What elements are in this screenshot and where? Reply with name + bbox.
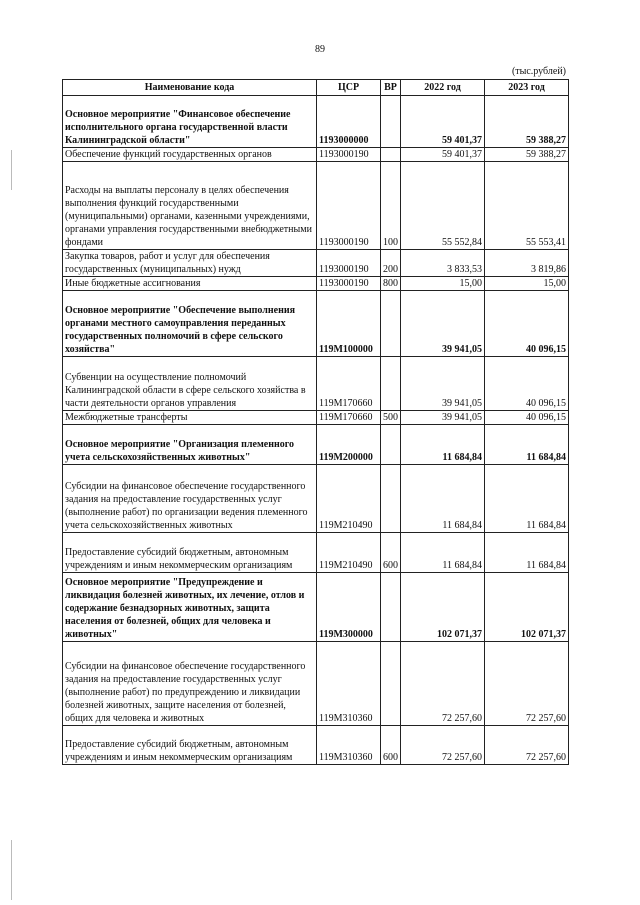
cell-name: Межбюджетные трансферты <box>63 411 317 425</box>
cell-csr: 119М170660 <box>317 411 381 425</box>
table-row <box>63 96 569 148</box>
cell-2022: 3 833,53 <box>401 250 485 277</box>
cell-2022: 59 401,37 <box>401 148 485 162</box>
cell-2022: 39 941,05 <box>401 357 485 411</box>
cell-vr <box>381 357 401 411</box>
table-body <box>63 96 569 765</box>
cell-csr: 119М170660 <box>317 357 381 411</box>
cell-name: Основное мероприятие "Финансовое обеспечение исполнительного органа государственной власти Калининградской области" <box>63 96 317 148</box>
table-row <box>63 533 569 573</box>
cell-2022: 11 684,84 <box>401 465 485 533</box>
cell-vr: 500 <box>381 411 401 425</box>
cell-2023: 55 553,41 <box>485 162 569 250</box>
cell-name: Предоставление субсидий бюджетным, автономным учреждениям и иным некоммерческим организациям <box>63 533 317 573</box>
cell-2023: 3 819,86 <box>485 250 569 277</box>
cell-name: Субсидии на финансовое обеспечение государственного задания на предоставление государственных услуг (выполнение работ) по предупреждению и ликвидации болезней животных, защите населения от болезней, общих для человека и животных <box>63 642 317 726</box>
table-header-row <box>63 80 569 96</box>
cell-2022: 39 941,05 <box>401 291 485 357</box>
cell-name: Основное мероприятие "Организация племенного учета сельскохозяйственных животных" <box>63 425 317 465</box>
cell-2023: 59 388,27 <box>485 96 569 148</box>
table-row <box>63 642 569 726</box>
cell-2022: 15,00 <box>401 277 485 291</box>
cell-2023: 72 257,60 <box>485 726 569 765</box>
cell-2023: 59 388,27 <box>485 148 569 162</box>
cell-vr <box>381 96 401 148</box>
table-row <box>63 250 569 277</box>
cell-vr: 800 <box>381 277 401 291</box>
table-row <box>63 465 569 533</box>
table-row <box>63 277 569 291</box>
cell-csr: 119М210490 <box>317 533 381 573</box>
cell-csr: 1193000190 <box>317 148 381 162</box>
cell-2022: 72 257,60 <box>401 642 485 726</box>
cell-vr <box>381 465 401 533</box>
table-row <box>63 726 569 765</box>
cell-2023: 11 684,84 <box>485 425 569 465</box>
cell-name: Основное мероприятие "Предупреждение и ликвидация болезней животных, их лечение, отлов и содержание безнадзорных животных, защита населения от болезней, общих для человека и животных" <box>63 573 317 642</box>
header-2022: 2022 год <box>401 80 485 96</box>
cell-csr: 1193000190 <box>317 162 381 250</box>
cell-2022: 11 684,84 <box>401 533 485 573</box>
cell-name: Иные бюджетные ассигнования <box>63 277 317 291</box>
cell-2023: 72 257,60 <box>485 642 569 726</box>
cell-csr: 119М300000 <box>317 573 381 642</box>
cell-2023: 15,00 <box>485 277 569 291</box>
table-row <box>63 291 569 357</box>
table-row <box>63 573 569 642</box>
cell-name: Расходы на выплаты персоналу в целях обеспечения выполнения функций государственными (муниципальными) органами, казенными учреждениями, органами управления государственными внебюджетными фондами <box>63 162 317 250</box>
budget-table <box>62 79 569 765</box>
cell-vr: 600 <box>381 533 401 573</box>
cell-2023: 40 096,15 <box>485 291 569 357</box>
cell-vr <box>381 573 401 642</box>
budget-table-container <box>62 79 568 765</box>
scan-margin-mark <box>11 150 12 190</box>
cell-csr: 119М210490 <box>317 465 381 533</box>
units-label: (тыс.рублей) <box>511 66 566 77</box>
header-csr: ЦСР <box>317 80 381 96</box>
table-row <box>63 357 569 411</box>
header-2023: 2023 год <box>485 80 569 96</box>
cell-name: Основное мероприятие "Обеспечение выполнения органами местного самоуправления переданных государственных полномочий в сфере сельского хозяйства" <box>63 291 317 357</box>
cell-2023: 11 684,84 <box>485 533 569 573</box>
cell-csr: 1193000190 <box>317 277 381 291</box>
table-row <box>63 162 569 250</box>
cell-2022: 11 684,84 <box>401 425 485 465</box>
cell-vr: 100 <box>381 162 401 250</box>
cell-vr <box>381 642 401 726</box>
cell-csr: 1193000190 <box>317 250 381 277</box>
cell-2022: 55 552,84 <box>401 162 485 250</box>
cell-2022: 39 941,05 <box>401 411 485 425</box>
cell-2023: 11 684,84 <box>485 465 569 533</box>
cell-csr: 119М310360 <box>317 726 381 765</box>
table-row <box>63 148 569 162</box>
cell-csr: 119М310360 <box>317 642 381 726</box>
cell-vr: 600 <box>381 726 401 765</box>
cell-vr: 200 <box>381 250 401 277</box>
cell-name: Предоставление субсидий бюджетным, автономным учреждениям и иным некоммерческим организациям <box>63 726 317 765</box>
cell-2023: 40 096,15 <box>485 411 569 425</box>
cell-vr <box>381 148 401 162</box>
header-vr: ВР <box>381 80 401 96</box>
scan-margin-mark <box>11 840 12 900</box>
cell-csr: 119М200000 <box>317 425 381 465</box>
cell-name: Субвенции на осуществление полномочий Калининградской области в сфере сельского хозяйства в части деятельности органов управления <box>63 357 317 411</box>
cell-2022: 102 071,37 <box>401 573 485 642</box>
cell-2023: 40 096,15 <box>485 357 569 411</box>
cell-2022: 72 257,60 <box>401 726 485 765</box>
cell-csr: 1193000000 <box>317 96 381 148</box>
cell-csr: 119М100000 <box>317 291 381 357</box>
header-name: Наименование кода <box>63 80 317 96</box>
table-row <box>63 425 569 465</box>
table-row <box>63 411 569 425</box>
cell-vr <box>381 291 401 357</box>
cell-vr <box>381 425 401 465</box>
cell-name: Субсидии на финансовое обеспечение государственного задания на предоставление государственных услуг (выполнение работ) по организации ведения племенного учета сельскохозяйственных животных <box>63 465 317 533</box>
cell-2023: 102 071,37 <box>485 573 569 642</box>
cell-name: Закупка товаров, работ и услуг для обеспечения государственных (муниципальных) нужд <box>63 250 317 277</box>
cell-name: Обеспечение функций государственных органов <box>63 148 317 162</box>
page-number: 89 <box>315 44 325 55</box>
cell-2022: 59 401,37 <box>401 96 485 148</box>
